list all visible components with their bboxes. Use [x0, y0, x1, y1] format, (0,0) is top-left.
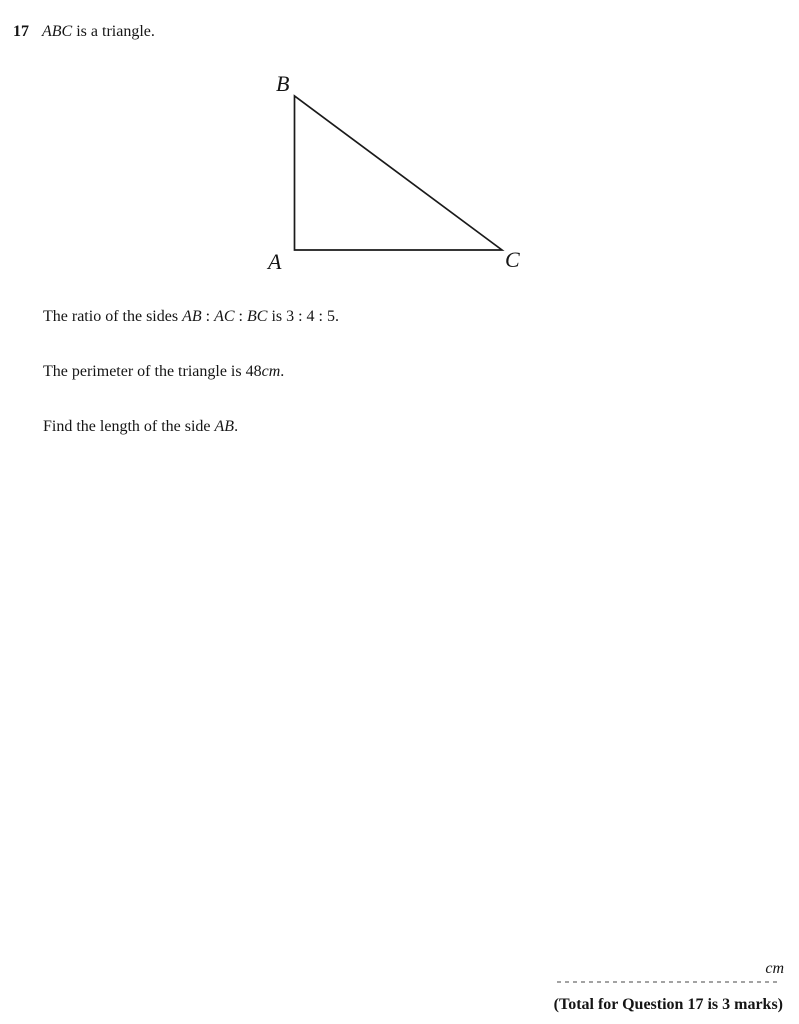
vertex-label-b: B [276, 71, 290, 96]
ratio-sep-1: : [201, 308, 215, 325]
triangle-name-text: ABC [42, 23, 73, 40]
triangle-shape [295, 96, 503, 250]
statement-perimeter [43, 362, 284, 381]
perimeter-period: . [280, 363, 285, 380]
vertex-label-a: A [268, 249, 282, 274]
question-intro-rest: is a triangle. [72, 23, 155, 40]
ratio-text-1: The ratio of the sides [43, 308, 183, 325]
answer-unit-label: cm [765, 960, 784, 977]
side-bc-text: BC [246, 308, 268, 325]
question-number: 17 [13, 23, 29, 40]
ratio-values-text: is 3 : 4 : 5. [267, 308, 339, 325]
find-side-ab-text: AB [214, 418, 235, 435]
perimeter-text: The perimeter of the triangle is 48 [43, 363, 262, 380]
side-ab-text: AB [182, 308, 202, 325]
find-period: . [234, 418, 239, 435]
total-marks-label: (Total for Question 17 is 3 marks) [553, 996, 783, 1013]
ratio-sep-2: : [234, 308, 247, 325]
vertex-label-c: C [505, 247, 520, 272]
perimeter-unit-text: cm [261, 363, 281, 380]
statement-ratio [43, 307, 339, 326]
statement-find [43, 417, 238, 436]
side-ac-text: AC [214, 308, 235, 325]
triangle-diagram [0, 0, 799, 300]
answer-line[interactable] [557, 981, 779, 983]
find-text: Find the length of the side [43, 418, 215, 435]
